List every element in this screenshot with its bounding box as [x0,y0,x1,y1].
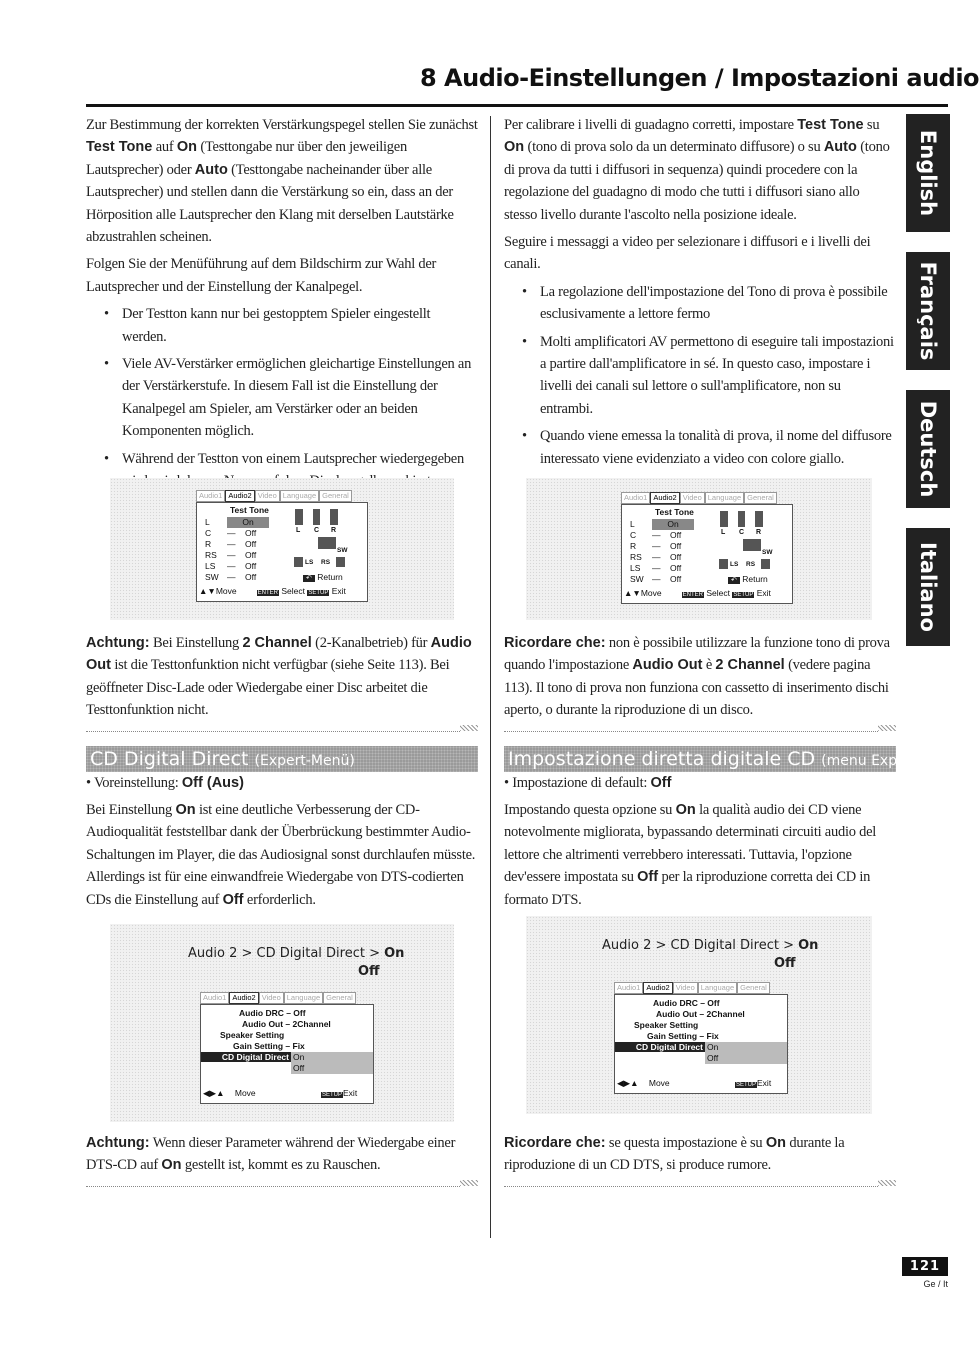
osd-footer: ◀▶▲ Move [203,1088,256,1098]
speaker-icon [295,509,303,525]
instruction-paragraph: Folgen Sie der Menüführung auf dem Bildschirm zur Wahl der Lautsprecher und der Einstellung der Kanalpegel. [86,256,437,295]
osd-panel: Audio DRC – Off Audio Out – 2Channel Speaker Setting Gain Setting – Fix CD Digital Direct On Off ◀▶▲ Move SETUPExit [200,1004,374,1104]
default-setting: • Impostazione di default: Off [504,775,672,791]
tab-language: Language [698,982,737,994]
speaker-icon [336,557,345,567]
speaker-icon [761,559,770,569]
menu-path: Audio 2 > CD Digital Direct > On [188,946,405,961]
tab-audio2: Audio2 [643,982,672,994]
tab-general: General [744,492,777,504]
osd-tabs [614,982,770,994]
section-heading: CD Digital Direct (Expert-Menü) [86,746,478,772]
cd-direct-screenshot [526,916,872,1114]
menu-path: Audio 2 > CD Digital Direct > On [602,938,819,953]
side-tab-deutsch[interactable]: Deutsch [906,390,950,508]
osd-test-tone [196,490,349,602]
bullet-list [86,303,478,492]
test-tone-screenshot [110,478,454,620]
selected-item: CD Digital Direct [201,1052,291,1062]
list-item: • Während der Testton von einem Lautsprecher wiedergegeben [86,448,478,493]
subwoofer-icon [743,539,761,551]
tab-video: Video [255,490,280,502]
tab-audio2: Audio2 [229,992,258,1004]
return-icon: ↶ [728,577,740,584]
speaker-icon [755,511,763,527]
warning-note: Ricordare che: se questa impostazione è su On durante la riproduzione di un CD DTS, si produce rumore. [504,1135,845,1174]
tab-audio1: Audio1 [196,490,225,502]
column-divider [490,116,491,1238]
tab-general: General [323,992,356,1004]
instruction-paragraph: Seguire i messaggi a video per selezionare i diffusori e i livelli dei canali. [504,234,871,273]
german-column [86,114,478,499]
tab-audio1: Audio1 [614,982,643,994]
warning-note: Ricordare che: non è possibile utilizzare la funzione tono di prova quando l'impostazione Audio Out è 2 Channel (vedere pagina 113). Il tono di prova non funziona con cassetto di inserimento dischi aperto, o durante la riproduzione di un disco. [504,635,890,719]
menu-path-off: Off [774,956,796,971]
list-item: • La regolazione dell'impostazione del Tono di prova è possibile esclusivamente a lettore fermo [504,281,896,326]
menu-path-off: Off [358,964,380,979]
page-number: 121 [902,1257,948,1276]
divider-mark [460,1180,478,1186]
list-item: • Viele AV-Verstärker ermöglichen gleichartige Einstellungen an der Verstärkerstufe. In diesem Fall ist die Einstellung der Kanalpegel am Spieler, am Verstärker oder an beiden Komponenten möglich. [86,353,478,443]
osd-tabs [196,490,352,502]
section-body: Impostando questa opzione su On la qualità audio dei CD viene notevolmente migliorata, bypassando determinati circuiti audio del lettore che altrimenti verrebbero interessati. Tuttavia, l'opzione dev'essere impostata su Off per la riproduzione corretta dei CD in formato DTS. [504,802,877,908]
arrow-icon: ▲▼ [199,586,216,596]
tab-video: Video [259,992,284,1004]
divider [504,1186,878,1187]
cd-direct-screenshot [110,924,454,1122]
osd-panel: Test Tone L On C — Off R — Off RS — Off LS — Off SW — Off L C R SW LS RS ↶ Return ▲▼Move ENTER Select SETUP Exit [621,504,793,604]
tab-general: General [319,490,352,502]
divider [504,731,878,732]
title-rule [86,104,948,107]
speaker-icon [719,559,728,569]
arrow-icon: ◀▶▲ [617,1078,639,1088]
italian-column [504,114,896,476]
tab-audio1: Audio1 [200,992,229,1004]
tab-general: General [737,982,770,994]
speaker-icon [720,511,728,527]
selected-item: CD Digital Direct [615,1042,705,1052]
speaker-icon [330,509,338,525]
divider [86,1186,460,1187]
language-code: Ge / It [923,1279,948,1289]
speaker-icon [313,509,320,525]
channel-list: L On C — Off R — Off RS — Off LS — Off SW — Off [205,517,269,583]
divider-mark [878,725,896,731]
intro-paragraph: Per calibrare i livelli di guadagno corretti, impostare Test Tone su On (tono di prova solo da un determinato diffusore) o su Auto (tono di prova da tutti i diffusori in sequenza) quindi procedere con la regolazione del guadagno di modo che tutti i diffusori siano allo stesso livello durante l'ascolto nella posizione ideale. [504,117,890,223]
list-item: • Der Testton kann nur bei gestopptem Spieler eingestellt werden. [86,303,478,348]
osd-panel: Test Tone L On C — Off R — Off RS — Off LS — Off SW — Off L C R SW LS RS ↶ Return ▲▼Move ENTER Select SETUP Exit [196,502,368,602]
page-title: 8 Audio-Einstellungen / Impostazioni audio [420,64,979,92]
channel-list: L On C — Off R — Off RS — Off LS — Off SW — Off [630,519,694,585]
section-body: Bei Einstellung On ist eine deutliche Verbesserung der CD-Audioqualität feststellbar dank der Überbrückung bestimmter Audio-Schaltungen im Player, die das Audiosignal sonst durchlaufen müsste. Allerdings ist für eine einwandfreie Wiedergabe von DTS-codierten CDs die Einstellung auf Off erforderlich. [86,802,476,908]
divider-mark [878,1180,896,1186]
osd-panel: Audio DRC – Off Audio Out – 2Channel Speaker Setting Gain Setting – Fix CD Digital Direct On Off ◀▶▲ Move SETUPExit [614,994,788,1094]
osd-cd-direct [200,992,374,1102]
tab-audio2: Audio2 [225,490,254,502]
tab-audio1: Audio1 [621,492,650,504]
osd-title: Test Tone [230,505,269,515]
osd-tabs [621,492,777,504]
return-hint: ↶ Return [303,572,343,582]
osd-footer: ◀▶▲ Move [617,1078,670,1088]
tab-language: Language [284,992,323,1004]
warning-note: Achtung: Wenn dieser Parameter während der Wiedergabe einer DTS-CD auf On gestellt ist, kommt es zu Rauschen. [86,1135,456,1174]
divider-mark [460,725,478,731]
osd-cd-direct [614,982,788,1092]
section-heading: Impostazione diretta digitale CD (menu Expert ) [504,746,896,772]
speaker-icon [738,511,745,527]
osd-footer: ▲▼Move ENTER Select SETUP Exit [624,588,771,598]
bullet-list [504,281,896,470]
default-setting: • Voreinstellung: Off (Aus) [86,775,244,791]
list-item: • Molti amplificatori AV permettono di eseguire tali impostazioni a partire dall'amplificatore in sé. In questo caso, impostare i livelli dei canali sul lettore o sull'amplificatore, non su entrambi. [504,331,896,421]
tab-video: Video [680,492,705,504]
intro-paragraph: Zur Bestimmung der korrekten Verstärkungspegel stellen Sie zunächst Test Tone auf On (Testtongabe nur über den jeweiligen Lautsprecher) oder Auto (Testtongabe nacheinander über alle Lautsprecher) und stellen dann die Verstärkung so ein, dass an der Hörposition alle Lautsprecher den Klang mit derselben Lautstärke abzustrahlen scheinen. [86,117,478,246]
osd-footer: ▲▼Move ENTER Select SETUP Exit [199,586,346,596]
side-tab-english[interactable]: English [906,114,950,232]
speaker-icon [294,557,303,567]
divider [86,731,460,732]
arrow-icon: ▲▼ [624,588,641,598]
osd-tabs [200,992,356,1004]
tab-audio2: Audio2 [650,492,679,504]
return-icon: ↶ [303,575,315,582]
osd-title: Test Tone [655,507,694,517]
osd-test-tone [621,492,774,604]
tab-video: Video [673,982,698,994]
warning-note: Achtung: Bei Einstellung 2 Channel (2-Kanalbetrieb) für Audio Out ist die Testtonfunktion nicht verfügbar (siehe Seite 113). Bei geöffneter Disc-Lade oder Wiedergabe einer Disc arbeitet die Testtonfunktion nicht. [86,635,472,719]
tab-language: Language [280,490,319,502]
arrow-icon: ◀▶▲ [203,1088,225,1098]
tab-language: Language [705,492,744,504]
list-item: • Quando viene emessa la tonalità di prova, il nome del diffusore interessato viene evidenziato a video con colore giallo. [504,425,896,470]
test-tone-screenshot [526,478,872,620]
side-tab-italiano[interactable]: Italiano [906,528,950,646]
side-tab-francais[interactable]: Français [906,252,950,370]
return-hint: ↶ Return [728,574,768,584]
subwoofer-icon [318,537,336,549]
